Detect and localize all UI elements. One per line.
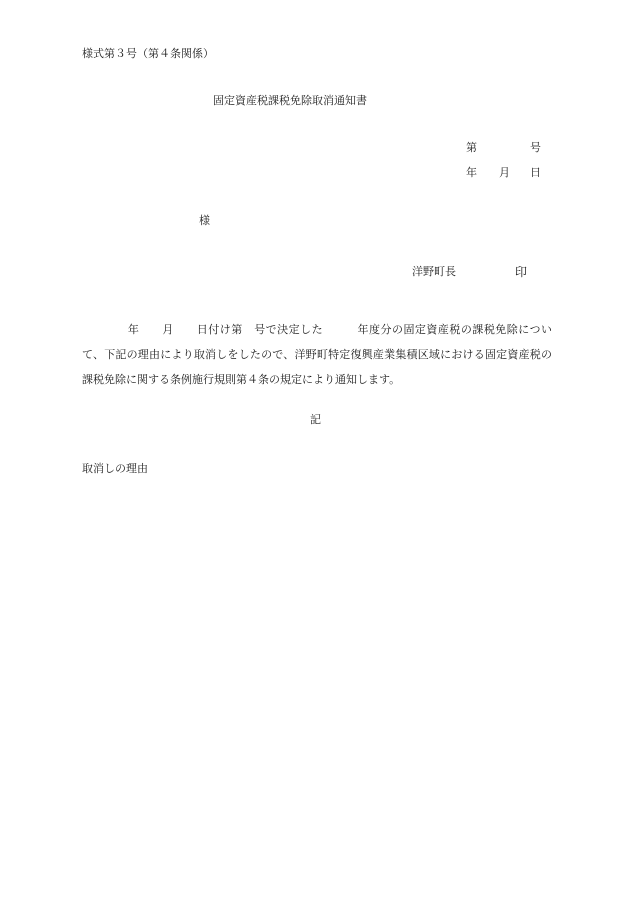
date-month-label: 月 [499,166,510,179]
seal-mark: 印 [515,265,528,279]
date-day-label: 日 [530,166,541,179]
body-paragraph: 年 月 日付け第 号で決定した 年度分の固定資産税の課税免除について、下記の理由により取消しをしたので、洋野町特定復興産業集積区域における固定資産税の課税免除に関する条例施行規則第４条の規定により通知します。 [82,323,552,386]
date-year-label: 年 [466,166,477,179]
ki-heading: 記 [310,413,321,426]
issuer-name: 洋野町長 [412,265,456,278]
reason-heading: 取消しの理由 [82,462,148,475]
addressee-suffix: 様 [199,214,210,227]
form-number: 様式第３号（第４条関係） [82,47,214,60]
document-number-prefix: 第 [466,141,477,154]
document-title: 固定資産税課税免除取消通知書 [213,94,367,107]
document-number-suffix: 号 [530,141,541,154]
